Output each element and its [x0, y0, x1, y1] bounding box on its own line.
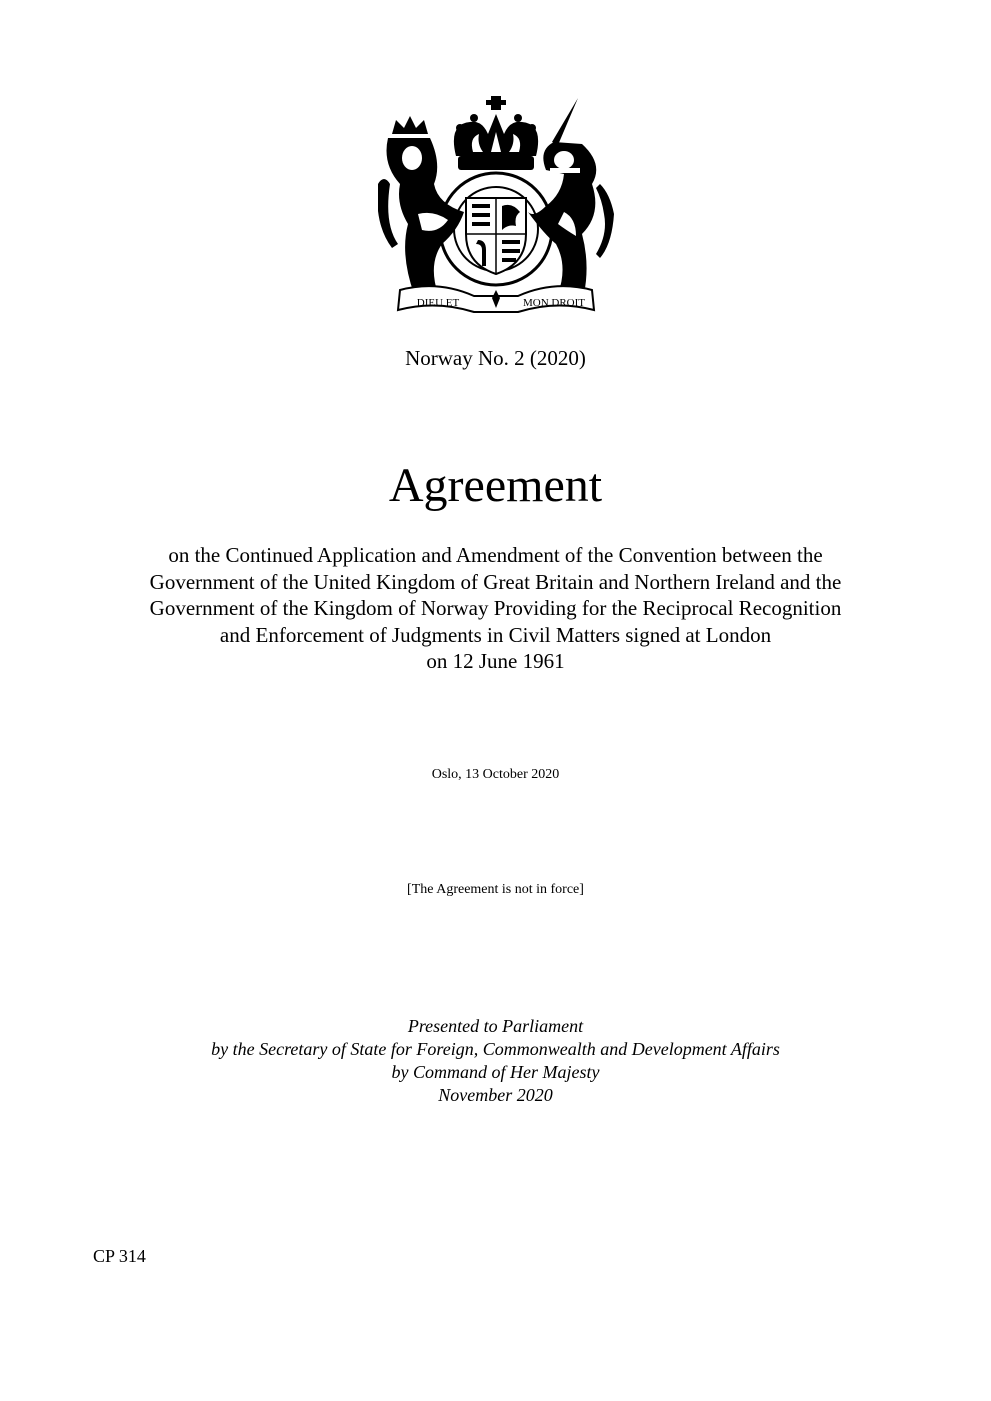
- subtitle-line: Government of the United Kingdom of Great Britain and Northern Ireland and the: [149, 569, 842, 594]
- presentation-line: Presented to Parliament: [407, 1016, 584, 1036]
- presentation-line: November 2020: [438, 1085, 553, 1105]
- royal-coat-of-arms-icon: [378, 94, 614, 314]
- subtitle-line: Government of the Kingdom of Norway Providing for the Reciprocal Recognition: [149, 596, 842, 620]
- subtitle-line: on the Continued Application and Amendment of the Convention between the: [168, 543, 823, 567]
- place-and-date: Oslo, 13 October 2020: [431, 767, 560, 782]
- subtitle-line: on 12 June 1961: [426, 649, 565, 673]
- presentation-line: by Command of Her Majesty: [391, 1062, 600, 1082]
- status-note: [The Agreement is not in force]: [407, 882, 584, 897]
- svg-text:DIEU ET: DIEU ET: [416, 297, 460, 309]
- svg-text:MON DROIT: MON DROIT: [522, 297, 586, 309]
- subtitle-line: and Enforcement of Judgments in Civil Matters signed at London: [219, 622, 772, 647]
- document-title: Agreement: [388, 459, 603, 512]
- command-paper-number: CP 314: [93, 1246, 146, 1266]
- presentation-statement: [0, 1015, 991, 1107]
- presentation-line: by the Secretary of State for Foreign, Commonwealth and Development Affairs: [211, 1039, 780, 1059]
- series-number: Norway No. 2 (2020): [405, 346, 586, 370]
- document-subtitle: [0, 542, 991, 675]
